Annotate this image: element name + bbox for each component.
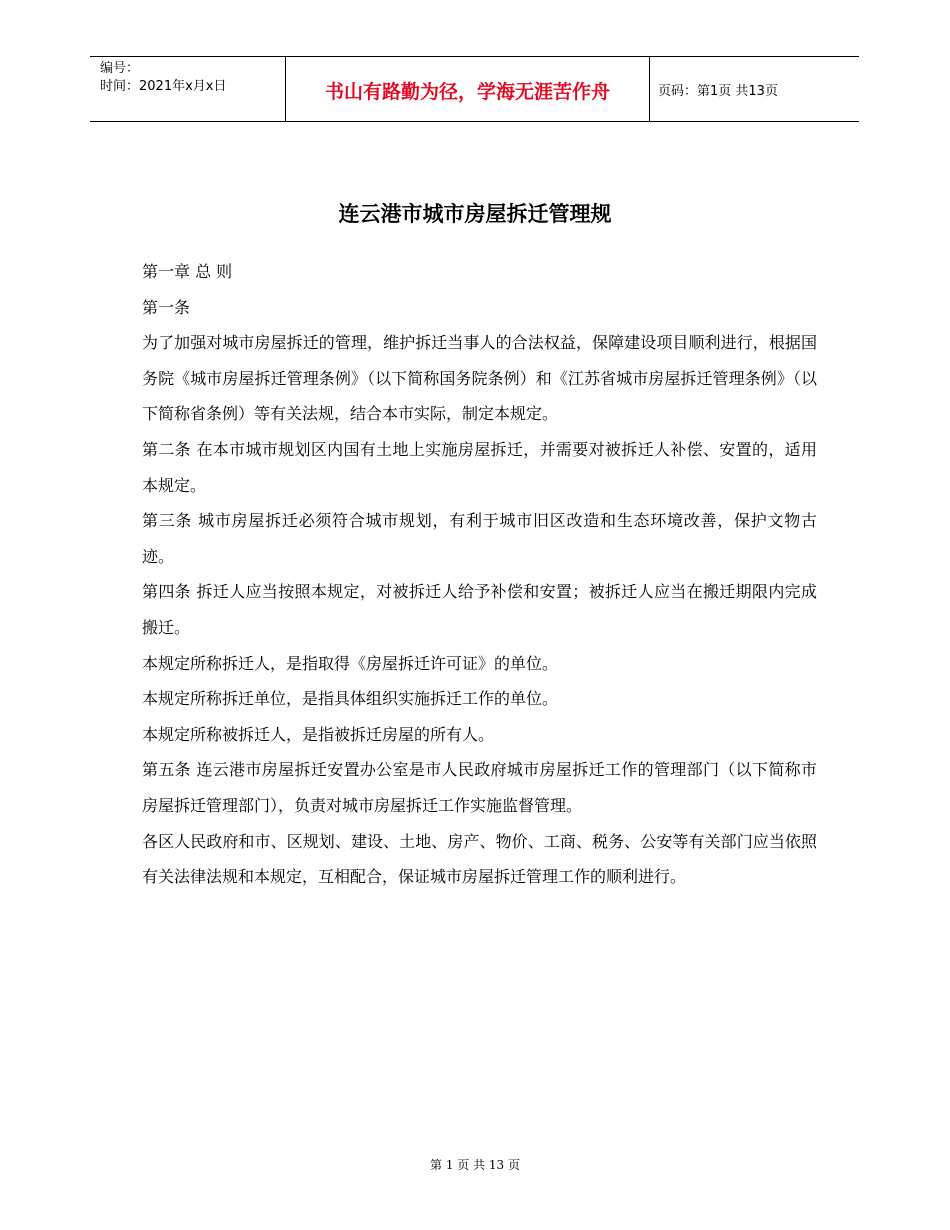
number-label: 编号： xyxy=(100,61,140,76)
article-heading: 第一条 xyxy=(142,297,191,317)
header-table xyxy=(90,56,859,122)
paragraph: 第四条 拆迁人应当按照本规定，对被拆迁人给予补偿和安置；被拆迁人应当在搬迁期限内完成搬迁。 xyxy=(142,582,817,637)
paragraph: 第五条 连云港市房屋拆迁安置办公室是市人民政府城市房屋拆迁工作的管理部门（以下简称市房屋拆迁管理部门），负责对城市房屋拆迁工作实施监督管理。 xyxy=(142,760,817,815)
page-info-cell xyxy=(650,57,859,121)
paragraph: 各区人民政府和市、区规划、建设、土地、房产、物价、工商、税务、公安等有关部门应当依照有关法律法规和本规定，互相配合，保证城市房屋拆迁管理工作的顺利进行。 xyxy=(142,831,817,887)
motto-cell xyxy=(286,57,650,121)
document-body xyxy=(142,254,817,895)
paragraph: 本规定所称被拆迁人，是指被拆迁房屋的所有人。 xyxy=(142,724,495,744)
paragraph: 第二条 在本市城市规划区内国有土地上实施房屋拆迁，并需要对被拆迁人补偿、安置的，适用本规定。 xyxy=(142,439,817,495)
time-label: 时间：2021年x月x日 xyxy=(100,79,227,94)
paragraph: 第三条 城市房屋拆迁必须符合城市规划，有利于城市旧区改造和生态环境改善，保护文物古迹。 xyxy=(142,511,817,566)
paragraph: 本规定所称拆迁单位，是指具体组织实施拆迁工作的单位。 xyxy=(142,689,559,709)
paragraph: 本规定所称拆迁人，是指取得《房屋拆迁许可证》的单位。 xyxy=(142,653,559,673)
header-meta-cell xyxy=(90,57,286,121)
paragraph: 为了加强对城市房屋拆迁的管理，维护拆迁当事人的合法权益，保障建设项目顺利进行，根据国务院《城市房屋拆迁管理条例》（以下简称国务院条例）和《江苏省城市房屋拆迁管理条例》（以下简称省条例）等有关法规，结合本市实际，制定本规定。 xyxy=(142,333,817,424)
motto-text: 书山有路勤为径，学海无涯苦作舟 xyxy=(324,80,610,103)
chapter-heading: 第一章 总 则 xyxy=(142,262,233,281)
page-info-text: 页码：第1页 共13页 xyxy=(658,83,778,99)
document-title: 连云港市城市房屋拆迁管理规 xyxy=(338,202,612,226)
page-footer: 第 1 页 共 13 页 xyxy=(430,1158,520,1172)
